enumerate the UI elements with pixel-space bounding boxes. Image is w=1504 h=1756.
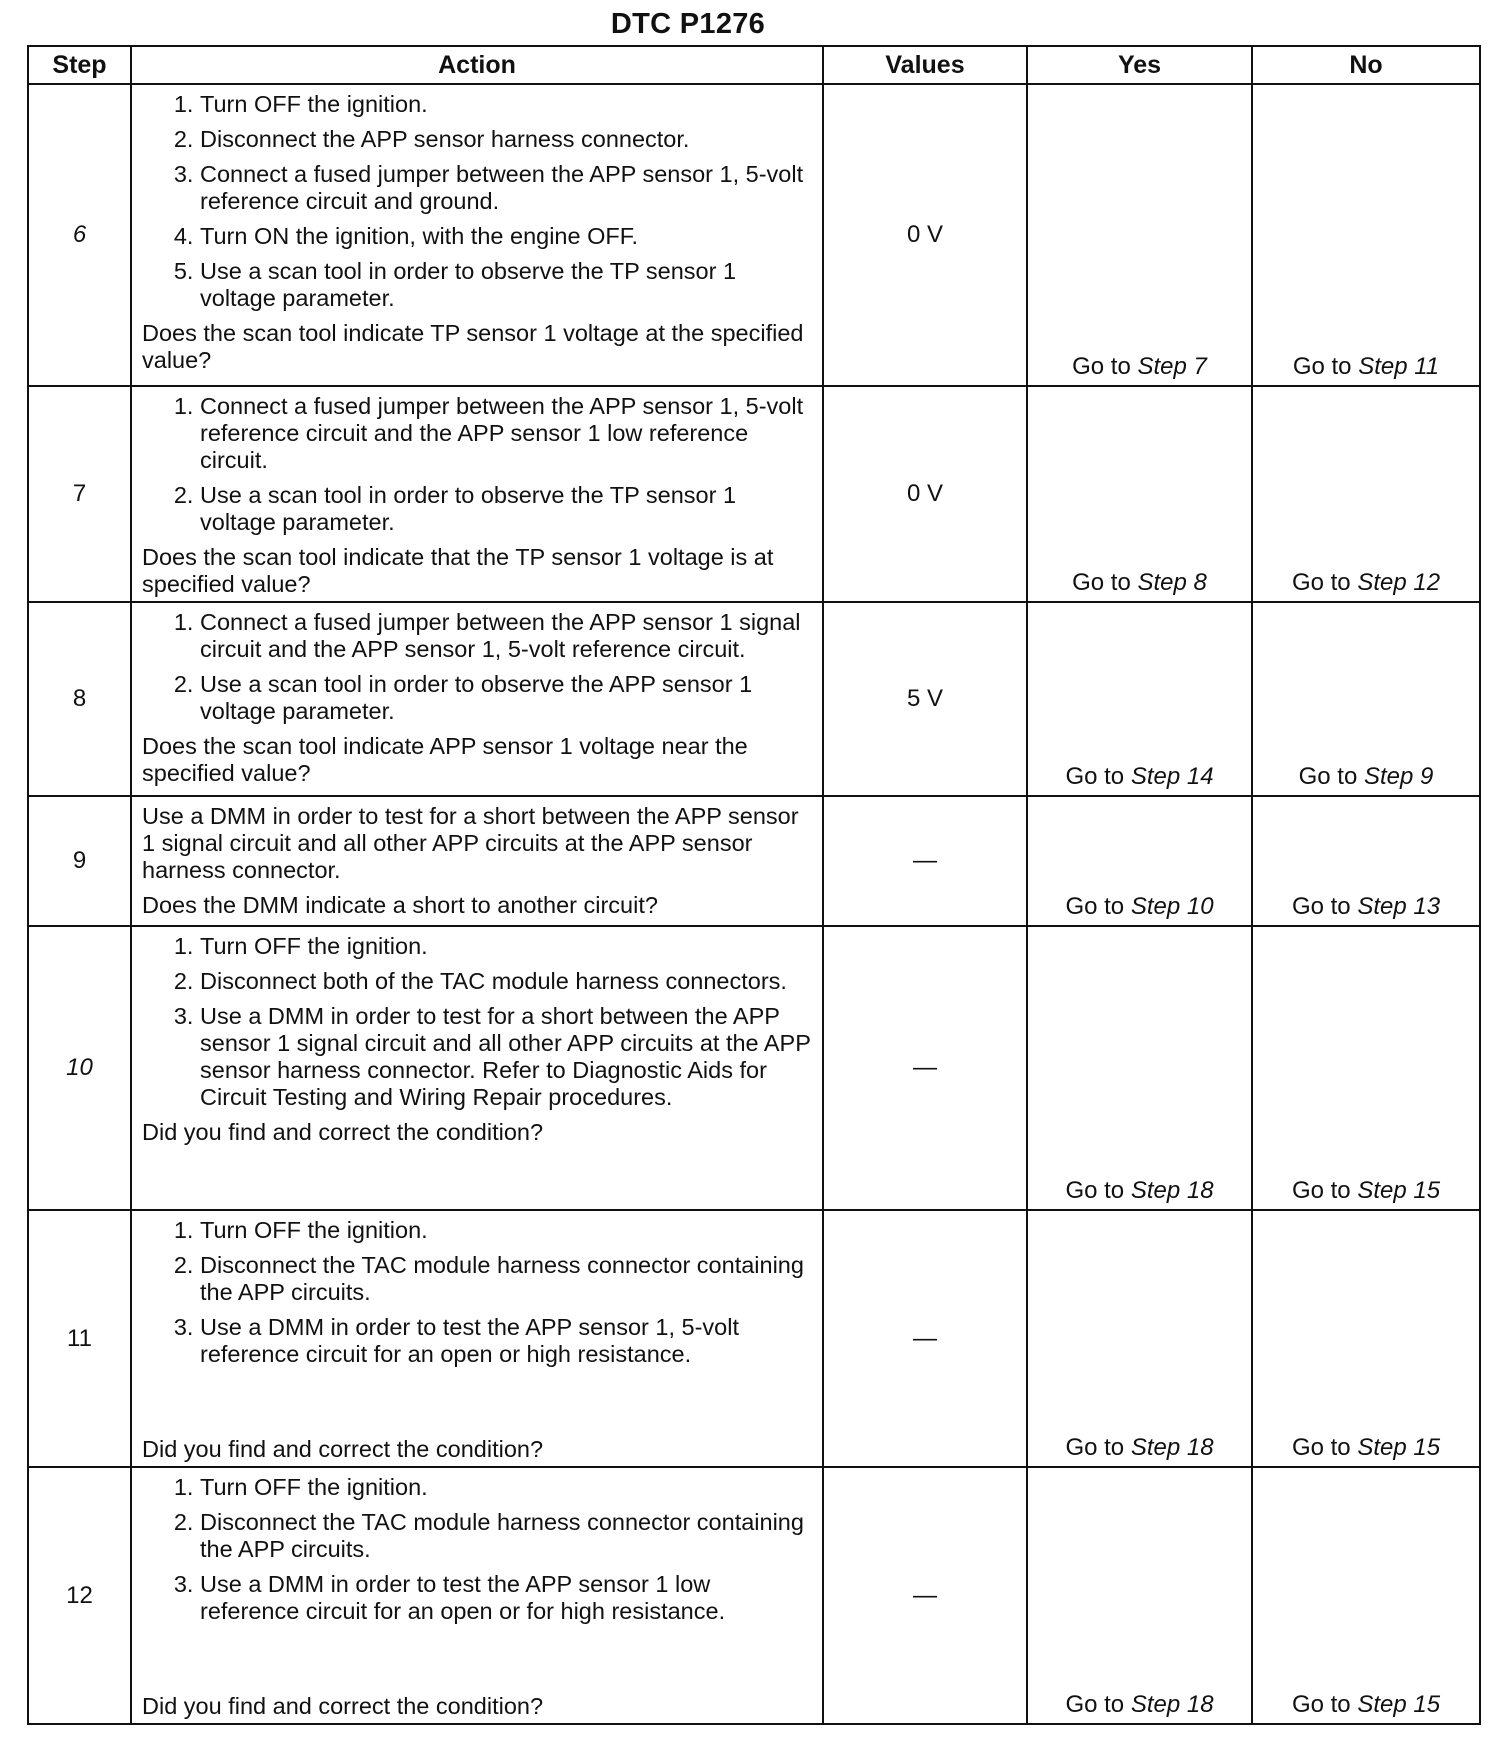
value-cell: 5 V bbox=[823, 602, 1027, 796]
no-prefix: Go to bbox=[1291, 893, 1351, 920]
action-question: Does the scan tool indicate TP sensor 1 voltage at the specified value? bbox=[142, 320, 804, 373]
no-cell bbox=[1252, 602, 1480, 796]
action-cell bbox=[131, 926, 823, 1210]
no-prefix: Go to bbox=[1291, 569, 1351, 596]
list-item: 2. Disconnect the APP sensor harness connector. bbox=[200, 126, 812, 153]
action-steps-list bbox=[142, 1474, 812, 1625]
action-cell bbox=[131, 602, 823, 796]
yes-step-link: Step 8 bbox=[1137, 569, 1207, 596]
yes-step-link: Step 14 bbox=[1130, 763, 1214, 790]
list-item: 2. Disconnect both of the TAC module harness connectors. bbox=[200, 968, 812, 995]
list-item: 2. Use a scan tool in order to observe the TP sensor 1 voltage parameter. bbox=[200, 482, 812, 536]
value-cell: — bbox=[823, 796, 1027, 926]
list-item: 2. Disconnect the TAC module harness connector containing the APP circuits. bbox=[200, 1509, 812, 1563]
header-no: No bbox=[1252, 46, 1480, 84]
action-steps-list bbox=[142, 91, 812, 312]
diagnostic-table bbox=[27, 45, 1481, 1725]
yes-cell bbox=[1027, 796, 1252, 926]
list-item: 1. Turn OFF the ignition. bbox=[200, 91, 812, 118]
spacer bbox=[142, 1376, 812, 1436]
step-number: 12 bbox=[28, 1467, 131, 1724]
no-step-link: Step 13 bbox=[1357, 893, 1441, 920]
no-prefix: Go to bbox=[1292, 353, 1352, 380]
yes-prefix: Go to bbox=[1065, 1177, 1125, 1204]
action-cell bbox=[131, 1467, 823, 1724]
no-cell bbox=[1252, 926, 1480, 1210]
action-paragraph: Use a DMM in order to test for a short between the APP sensor 1 signal circuit and all other APP circuits at the APP sensor harness connector. bbox=[142, 803, 799, 883]
table-row bbox=[28, 602, 1480, 796]
step-number: 7 bbox=[28, 386, 131, 602]
action-question: Does the scan tool indicate that the TP sensor 1 voltage is at specified value? bbox=[142, 544, 774, 597]
value-cell: — bbox=[823, 1467, 1027, 1724]
yes-prefix: Go to bbox=[1065, 893, 1125, 920]
value-cell: — bbox=[823, 1210, 1027, 1467]
value-cell: 0 V bbox=[823, 386, 1027, 602]
table-row bbox=[28, 1467, 1480, 1724]
value-cell: 0 V bbox=[823, 84, 1027, 386]
action-steps-list bbox=[142, 393, 812, 536]
no-step-link: Step 15 bbox=[1357, 1691, 1441, 1718]
no-cell bbox=[1252, 796, 1480, 926]
no-prefix: Go to bbox=[1291, 1691, 1351, 1718]
no-prefix: Go to bbox=[1291, 1434, 1351, 1461]
table-row bbox=[28, 926, 1480, 1210]
yes-cell bbox=[1027, 84, 1252, 386]
yes-cell bbox=[1027, 926, 1252, 1210]
header-values: Values bbox=[823, 46, 1027, 84]
header-yes: Yes bbox=[1027, 46, 1252, 84]
yes-cell bbox=[1027, 1210, 1252, 1467]
list-item: 1. Connect a fused jumper between the APP sensor 1, 5-volt reference circuit and the APP sensor 1 low reference circuit. bbox=[200, 393, 812, 474]
no-step-link: Step 15 bbox=[1357, 1434, 1441, 1461]
yes-step-link: Step 18 bbox=[1130, 1691, 1214, 1718]
action-steps-list bbox=[142, 933, 812, 1111]
no-prefix: Go to bbox=[1298, 763, 1358, 790]
yes-cell bbox=[1027, 602, 1252, 796]
action-question: Did you find and correct the condition? bbox=[142, 1119, 544, 1145]
no-cell bbox=[1252, 386, 1480, 602]
yes-step-link: Step 18 bbox=[1130, 1434, 1214, 1461]
yes-prefix: Go to bbox=[1072, 569, 1131, 596]
step-number: 10 bbox=[28, 926, 131, 1210]
yes-prefix: Go to bbox=[1065, 1434, 1125, 1461]
no-cell bbox=[1252, 84, 1480, 386]
list-item: 1. Turn OFF the ignition. bbox=[200, 1474, 812, 1501]
table-row bbox=[28, 1210, 1480, 1467]
header-action: Action bbox=[131, 46, 823, 84]
table-row bbox=[28, 386, 1480, 602]
no-prefix: Go to bbox=[1291, 1177, 1351, 1204]
list-item: 5. Use a scan tool in order to observe the TP sensor 1 voltage parameter. bbox=[200, 258, 812, 312]
no-step-link: Step 11 bbox=[1358, 353, 1440, 380]
action-question: Did you find and correct the condition? bbox=[142, 1693, 544, 1719]
yes-prefix: Go to bbox=[1065, 763, 1125, 790]
step-number: 9 bbox=[28, 796, 131, 926]
spacer bbox=[142, 1633, 812, 1693]
step-number: 6 bbox=[28, 84, 131, 386]
action-steps-list bbox=[142, 1217, 812, 1368]
yes-cell bbox=[1027, 1467, 1252, 1724]
list-item: 2. Use a scan tool in order to observe the APP sensor 1 voltage parameter. bbox=[200, 671, 812, 725]
action-question: Does the scan tool indicate APP sensor 1 voltage near the specified value? bbox=[142, 733, 748, 786]
action-question: Did you find and correct the condition? bbox=[142, 1436, 544, 1462]
no-cell bbox=[1252, 1467, 1480, 1724]
step-number: 11 bbox=[28, 1210, 131, 1467]
no-step-link: Step 15 bbox=[1357, 1177, 1441, 1204]
list-item: 2. Disconnect the TAC module harness connector containing the APP circuits. bbox=[200, 1252, 812, 1306]
list-item: 4. Turn ON the ignition, with the engine OFF. bbox=[200, 223, 812, 250]
yes-step-link: Step 7 bbox=[1137, 353, 1207, 380]
action-cell bbox=[131, 386, 823, 602]
no-step-link: Step 9 bbox=[1363, 763, 1434, 790]
action-cell bbox=[131, 796, 823, 926]
yes-prefix: Go to bbox=[1072, 353, 1131, 380]
list-item: 1. Turn OFF the ignition. bbox=[200, 933, 812, 960]
action-question: Does the DMM indicate a short to another circuit? bbox=[142, 892, 658, 918]
action-steps-list bbox=[142, 609, 812, 725]
list-item: 3. Use a DMM in order to test the APP sensor 1, 5-volt reference circuit for an open or high resistance. bbox=[200, 1314, 812, 1368]
yes-step-link: Step 10 bbox=[1130, 893, 1214, 920]
no-step-link: Step 12 bbox=[1357, 569, 1441, 596]
table-row bbox=[28, 84, 1480, 386]
step-number: 8 bbox=[28, 602, 131, 796]
no-cell bbox=[1252, 1210, 1480, 1467]
list-item: 1. Connect a fused jumper between the APP sensor 1 signal circuit and the APP sensor 1, 5-volt reference circuit. bbox=[200, 609, 812, 663]
list-item: 1. Turn OFF the ignition. bbox=[200, 1217, 812, 1244]
list-item: 3. Use a DMM in order to test for a short between the APP sensor 1 signal circuit and all other APP circuits at the APP sensor harness connector. Refer to Diagnostic Aids for Circuit Testing and Wiring Repair procedures. bbox=[200, 1003, 812, 1111]
yes-step-link: Step 18 bbox=[1130, 1177, 1214, 1204]
table-header-row bbox=[28, 46, 1480, 84]
value-cell: — bbox=[823, 926, 1027, 1210]
action-cell bbox=[131, 1210, 823, 1467]
yes-cell bbox=[1027, 386, 1252, 602]
table-row bbox=[28, 796, 1480, 926]
list-item: 3. Use a DMM in order to test the APP sensor 1 low reference circuit for an open or for high resistance. bbox=[200, 1571, 812, 1625]
document-title bbox=[0, 8, 1504, 41]
action-cell bbox=[131, 84, 823, 386]
yes-prefix: Go to bbox=[1065, 1691, 1125, 1718]
title-text: DTC P1276 bbox=[610, 8, 766, 40]
list-item: 3. Connect a fused jumper between the APP sensor 1, 5-volt reference circuit and ground. bbox=[200, 161, 812, 215]
header-step: Step bbox=[28, 46, 131, 84]
